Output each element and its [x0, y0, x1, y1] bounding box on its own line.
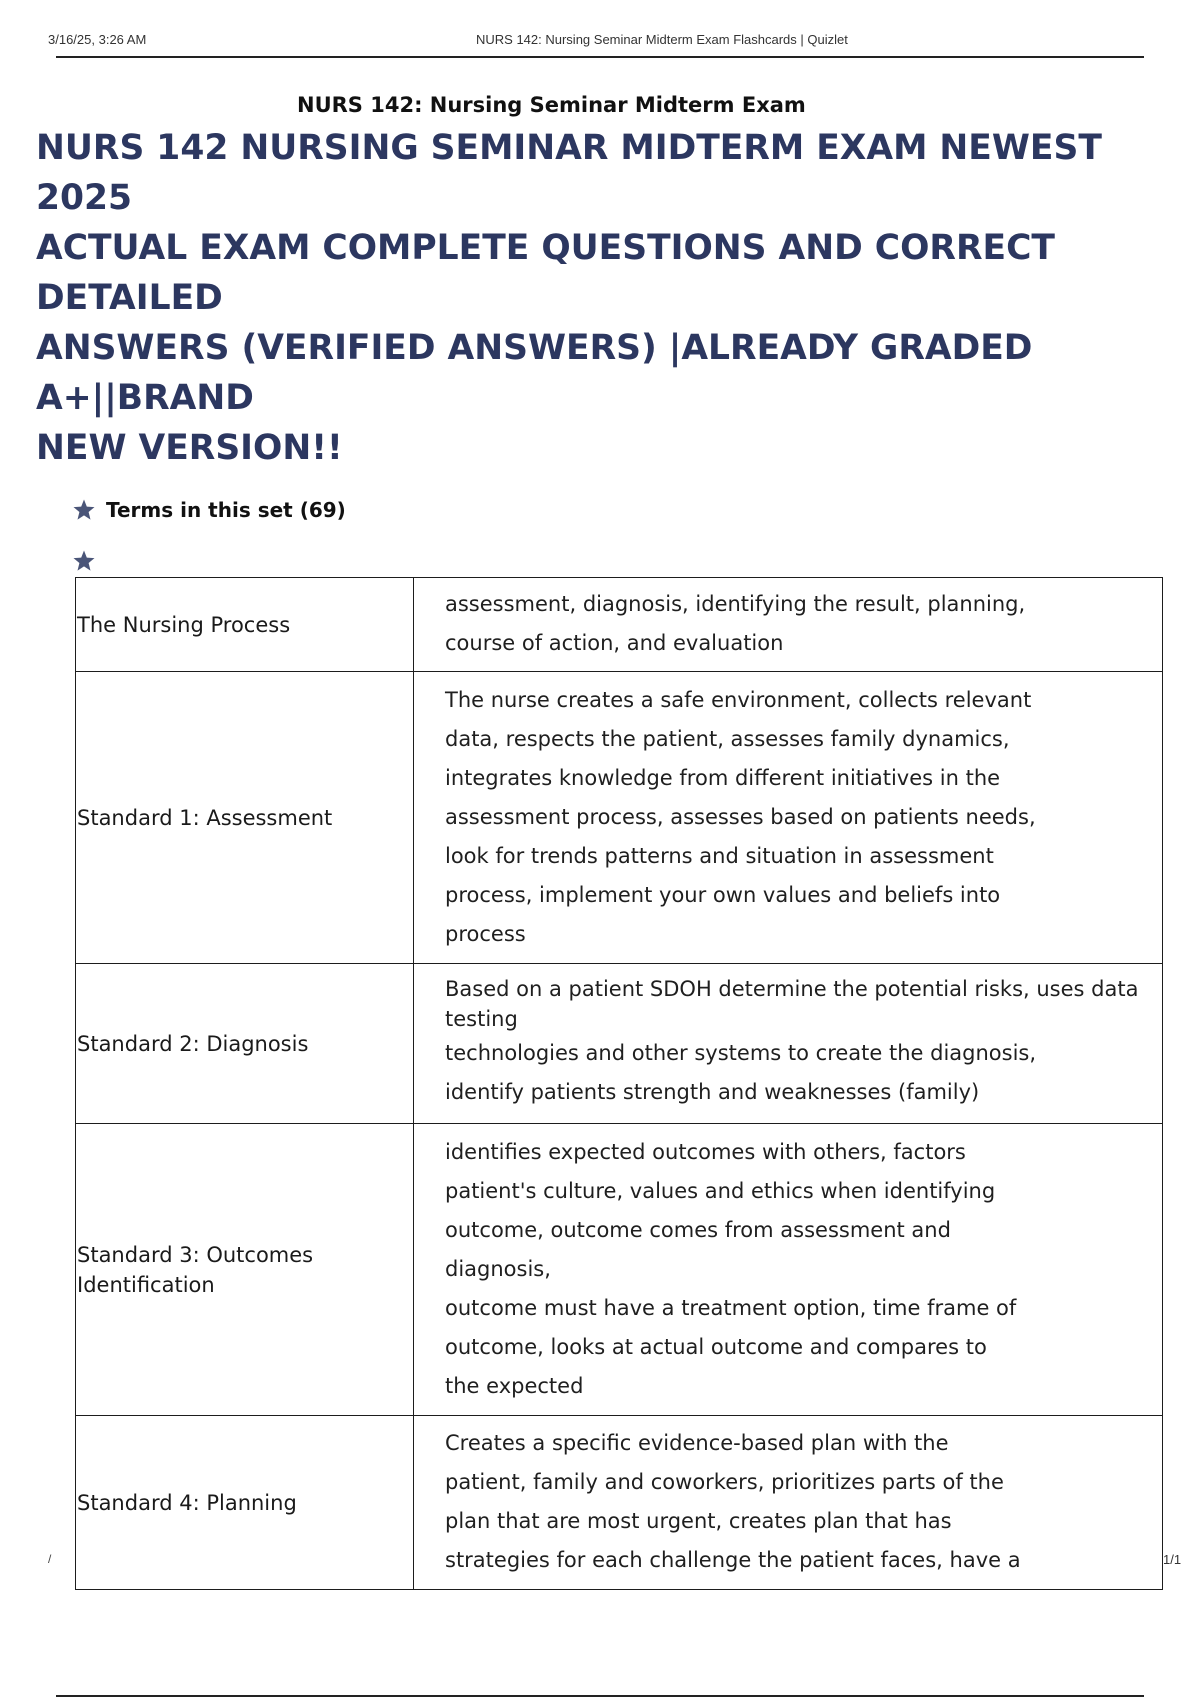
print-date: 3/16/25, 3:26 AM	[48, 32, 147, 47]
definition-line: the expected	[445, 1373, 584, 1398]
term-cell: Standard 1: Assessment	[76, 672, 414, 964]
definition-line: assessment process, assesses based on patients needs,	[445, 804, 1036, 829]
table-row	[76, 964, 1163, 1124]
definition-line: The nurse creates a safe environment, collects relevant	[445, 687, 1032, 712]
definition-line: course of action, and evaluation	[445, 631, 784, 655]
term-cell: Standard 4: Planning	[76, 1416, 414, 1590]
footer-mark: /	[48, 1552, 52, 1566]
definition-cell	[414, 1124, 1163, 1416]
heading-line: NURS 142 NURSING SEMINAR MIDTERM EXAM NEWEST 2025	[36, 128, 1102, 218]
terms-table	[75, 577, 1163, 1590]
definition-cell	[414, 1416, 1163, 1590]
footer-divider	[56, 1695, 1144, 1697]
definition-cell	[414, 578, 1163, 672]
definition-line: process	[445, 921, 526, 946]
definition-line: patient's culture, values and ethics when identifying	[445, 1178, 996, 1203]
definition-line: identify patients strength and weaknesses (family)	[445, 1080, 980, 1104]
page-number: 1/1	[1163, 1552, 1182, 1567]
definition-line: integrates knowledge from different initiatives in the	[445, 765, 1001, 790]
term-cell: The Nursing Process	[76, 578, 414, 672]
table-row	[76, 578, 1163, 672]
definition-line: outcome, looks at actual outcome and compares to	[445, 1334, 987, 1359]
table-row	[76, 1416, 1163, 1590]
table-row	[76, 672, 1163, 964]
definition-line: testing	[445, 1007, 518, 1031]
heading-line: ANSWERS (VERIFIED ANSWERS) |ALREADY GRADED A+||BRAND	[36, 328, 1033, 418]
definition-line: plan that are most urgent, creates plan that has	[445, 1509, 952, 1533]
definition-line: outcome must have a treatment option, time frame of	[445, 1295, 1017, 1320]
definition-line: outcome, outcome comes from assessment and	[445, 1217, 951, 1242]
definition-line: diagnosis,	[445, 1256, 551, 1281]
definition-line: data, respects the patient, assesses family dynamics,	[445, 726, 1010, 751]
print-header	[48, 28, 1148, 58]
definition-line: identifies expected outcomes with others, factors	[445, 1139, 966, 1164]
definition-line: assessment, diagnosis, identifying the result, planning,	[445, 592, 1026, 616]
definition-cell	[414, 964, 1163, 1124]
star-icon	[72, 498, 96, 522]
definition-line: strategies for each challenge the patient faces, have a	[445, 1548, 1021, 1572]
terms-count-heading	[72, 498, 346, 522]
star-icon[interactable]	[72, 549, 96, 573]
print-doc-title: NURS 142: Nursing Seminar Midterm Exam Flashcards | Quizlet	[476, 32, 848, 47]
definition-line: patient, family and coworkers, prioritizes parts of the	[445, 1470, 1004, 1494]
definition-cell	[414, 672, 1163, 964]
terms-count-label: Terms in this set (69)	[106, 498, 346, 522]
heading-line: NEW VERSION!!	[36, 428, 343, 468]
main-heading	[36, 123, 1176, 473]
term-cell: Standard 2: Diagnosis	[76, 964, 414, 1124]
definition-line: look for trends patterns and situation in assessment	[445, 843, 994, 868]
definition-line: technologies and other systems to create the diagnosis,	[445, 1041, 1037, 1065]
table-row	[76, 1124, 1163, 1416]
set-title: NURS 142: Nursing Seminar Midterm Exam	[297, 93, 806, 117]
definition-line: Creates a specific evidence-based plan with the	[445, 1431, 949, 1455]
definition-line: process, implement your own values and beliefs into	[445, 882, 1001, 907]
term-cell: Standard 3: Outcomes Identification	[76, 1124, 414, 1416]
definition-line: Based on a patient SDOH determine the potential risks, uses data	[445, 977, 1139, 1001]
heading-line: ACTUAL EXAM COMPLETE QUESTIONS AND CORRECT DETAILED	[36, 228, 1055, 318]
header-divider	[56, 56, 1144, 58]
